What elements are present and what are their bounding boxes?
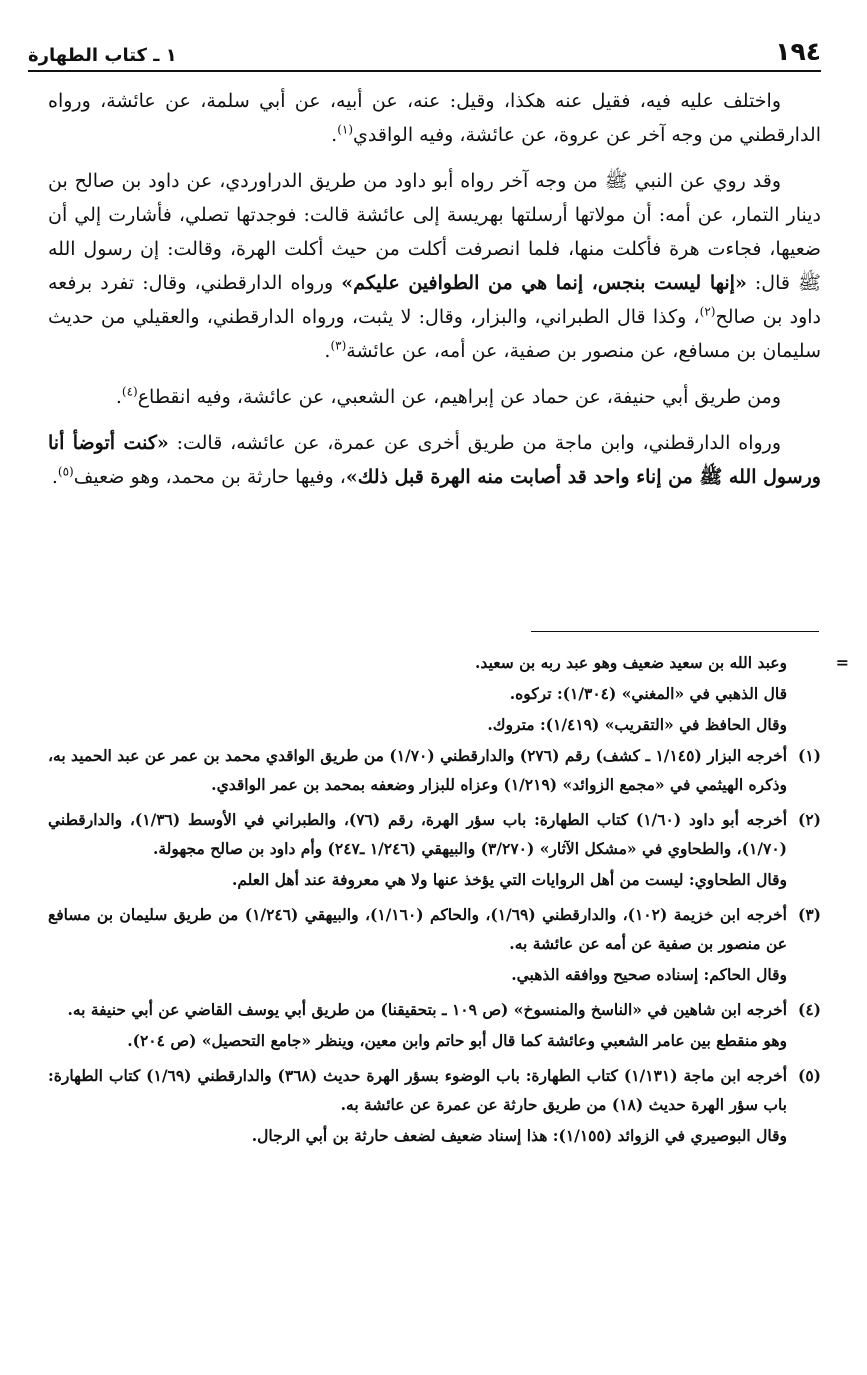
footnote-number: (٤) xyxy=(797,1000,821,1019)
paragraph-4 xyxy=(48,426,821,494)
footnote-5 xyxy=(48,1061,821,1152)
continued-note-line: قال الذهبي في «المغني» (١/٣٠٤): تركوه. xyxy=(509,684,787,703)
footnotes xyxy=(48,648,849,1156)
paragraph-4-text-a: ورواه الدارقطني، وابن ماجة من طريق أخرى عن عمرة، عن عائشه، قالت: xyxy=(168,432,781,454)
footnote-body xyxy=(48,995,787,1057)
paragraph-4-end: . xyxy=(51,466,58,488)
continuation-mark: = xyxy=(835,653,849,672)
paragraph-2 xyxy=(48,164,821,368)
footnote-number: (٥) xyxy=(797,1066,821,1085)
footnote-body xyxy=(48,741,787,801)
footnote-body xyxy=(48,1061,787,1152)
footnote-ref-1: (١) xyxy=(337,122,354,137)
footnote-text: أخرجه البزار (١/١٤٥ ـ كشف) رقم (٢٧٦) والدارقطني (١/٧٠) من طريق الواقدي محمد بن عمر عن عبد الحميد به، وذكره الهيثمي في «مجمع الزوائد» (١/٢١٩) وعزاه للبزار وضعفه بمحمد بن عمر الواقدي. xyxy=(48,746,788,794)
footnote-separator xyxy=(531,631,819,632)
hadith-quote-2: «كنت أتوضأ أنا ورسول الله ﷺ من إناء واحد قد أصابت منه الهرة قبل ذلك» xyxy=(48,432,821,488)
footnote-text: أخرجه ابن خزيمة (١٠٢)، والدارقطني (١/٦٩)، والحاكم (١/١٦٠)، والبيهقي (١/٢٤٦) من طريق سليمان بن مسافع عن منصور بن صفية عن أمه عن عائشة به. xyxy=(48,905,787,953)
paragraph-2-text-b: ورواه الدارقطني، وقال: تفرد برفعه داود بن صالح xyxy=(48,272,821,328)
continued-note-line: وقال الحافظ في «التقريب» (١/٤١٩): متروك. xyxy=(487,715,787,734)
main-text xyxy=(48,84,821,506)
footnote-number: (١) xyxy=(797,746,821,765)
paragraph-1 xyxy=(48,84,821,152)
page-header xyxy=(28,30,821,72)
footnote-number: (٢) xyxy=(797,810,821,829)
paragraph-3 xyxy=(48,380,821,414)
continued-note-line: وعبد الله بن سعيد ضعيف وهو عبد ربه بن سعيد. xyxy=(475,653,787,672)
footnote-ref-4: (٤) xyxy=(121,384,138,399)
footnote-text: أخرجه أبو داود (١/٦٠) كتاب الطهارة: باب سؤر الهرة، رقم (٧٦)، والطبراني في الأوسط (١/٣٦)، والدارقطني (١/٧٠)، والطحاوي في «مشكل الآثار» (٣/٢٧٠) والبيهقي (١/٢٤٦ ـ٢٤٧) وأم داود بن صالح مجهولة. xyxy=(48,810,787,858)
page-number: ١٩٤ xyxy=(775,37,821,66)
footnote-ref-3: (٣) xyxy=(330,338,347,353)
paragraph-2-text-c: ، وكذا قال الطبراني، والبزار، وقال: لا يثبت، ورواه الدارقطني، والعقيلي من حديث سليمان بن مسافع، عن منصور بن صفية، عن أمه، عن عائشة xyxy=(48,306,821,362)
paragraph-4-text-b: ، وفيها حارثة بن محمد، وهو ضعيف xyxy=(73,466,346,488)
footnote-text: وقال الطحاوي: ليست من أهل الروايات التي يؤخذ عنها ولا هي معروفة عند أهل العلم. xyxy=(231,870,787,889)
footnote-body xyxy=(48,900,787,991)
footnote-ref-5: (٥) xyxy=(57,464,74,479)
footnote-text: أخرجه ابن شاهين في «الناسخ والمنسوخ» (ص ١٠٩ ـ بتحقيقنا) من طريق أبي يوسف القاضي عن أبي حنيفة به. xyxy=(67,1000,787,1019)
paragraph-3-text: ومن طريق أبي حنيفة، عن حماد عن إبراهيم، عن الشعبي، عن عائشة، وفيه انقطاع xyxy=(137,386,781,408)
footnote-4 xyxy=(48,995,821,1057)
footnote-number: (٣) xyxy=(797,905,821,924)
paragraph-1-text: واختلف عليه فيه، فقيل عنه هكذا، وقيل: عنه، عن أبيه، عن أبي سلمة، عن عائشة، ورواه الدارقطني من وجه آخر عن عروة، عن عائشة، وفيه الواقدي xyxy=(48,90,821,146)
footnote-body xyxy=(48,805,787,896)
hadith-quote-1: «إنها ليست بنجس، إنما هي من الطوافين عليكم» xyxy=(341,272,747,294)
footnote-text: وقال الحاكم: إسناده صحيح ووافقه الذهبي. xyxy=(511,965,787,984)
paragraph-2-end: . xyxy=(324,340,331,362)
footnote-text: أخرجه ابن ماجة (١/١٣١) كتاب الطهارة: باب الوضوء بسؤر الهرة حديث (٣٦٨) والدارقطني (١/٦٩) كتاب الطهارة: باب سؤر الهرة حديث (١٨) من طريق حارثة عن عمرة عن عائشة به. xyxy=(48,1066,788,1114)
footnote-text: وهو منقطع بين عامر الشعبي وعائشة كما قال أبو حاتم وابن معين، وينظر «جامع التحصيل» (ص ٢٠٤). xyxy=(127,1031,787,1050)
footnote-1 xyxy=(48,741,821,801)
footnote-3 xyxy=(48,900,821,991)
footnote-text: وقال البوصيري في الزوائد (١/١٥٥): هذا إسناد ضعيف لضعف حارثة بن أبي الرجال. xyxy=(251,1126,787,1145)
paragraph-3-end: . xyxy=(115,386,122,408)
paragraph-2-text-a: وقد روي عن النبي ﷺ من وجه آخر رواه أبو داود من طريق الدراوردي، عن داود بن صالح بن دينار التمار، عن أمه: أن مولاتها أرسلتها بهريسة إلى عائشة قالت: فوجدتها تصلي، فأشارت إلي أن ضعيها، فجاءت هرة فأكلت منها، فلما انصرفت أكلت من حيث أكلت الهرة، وقالت: إن رسول الله ﷺ قال: xyxy=(48,170,821,294)
footnote-2 xyxy=(48,805,821,896)
running-title: ١ ـ كتاب الطهارة xyxy=(28,45,177,66)
footnote-ref-2: (٢) xyxy=(699,304,716,319)
paragraph-1-end: . xyxy=(331,124,338,146)
